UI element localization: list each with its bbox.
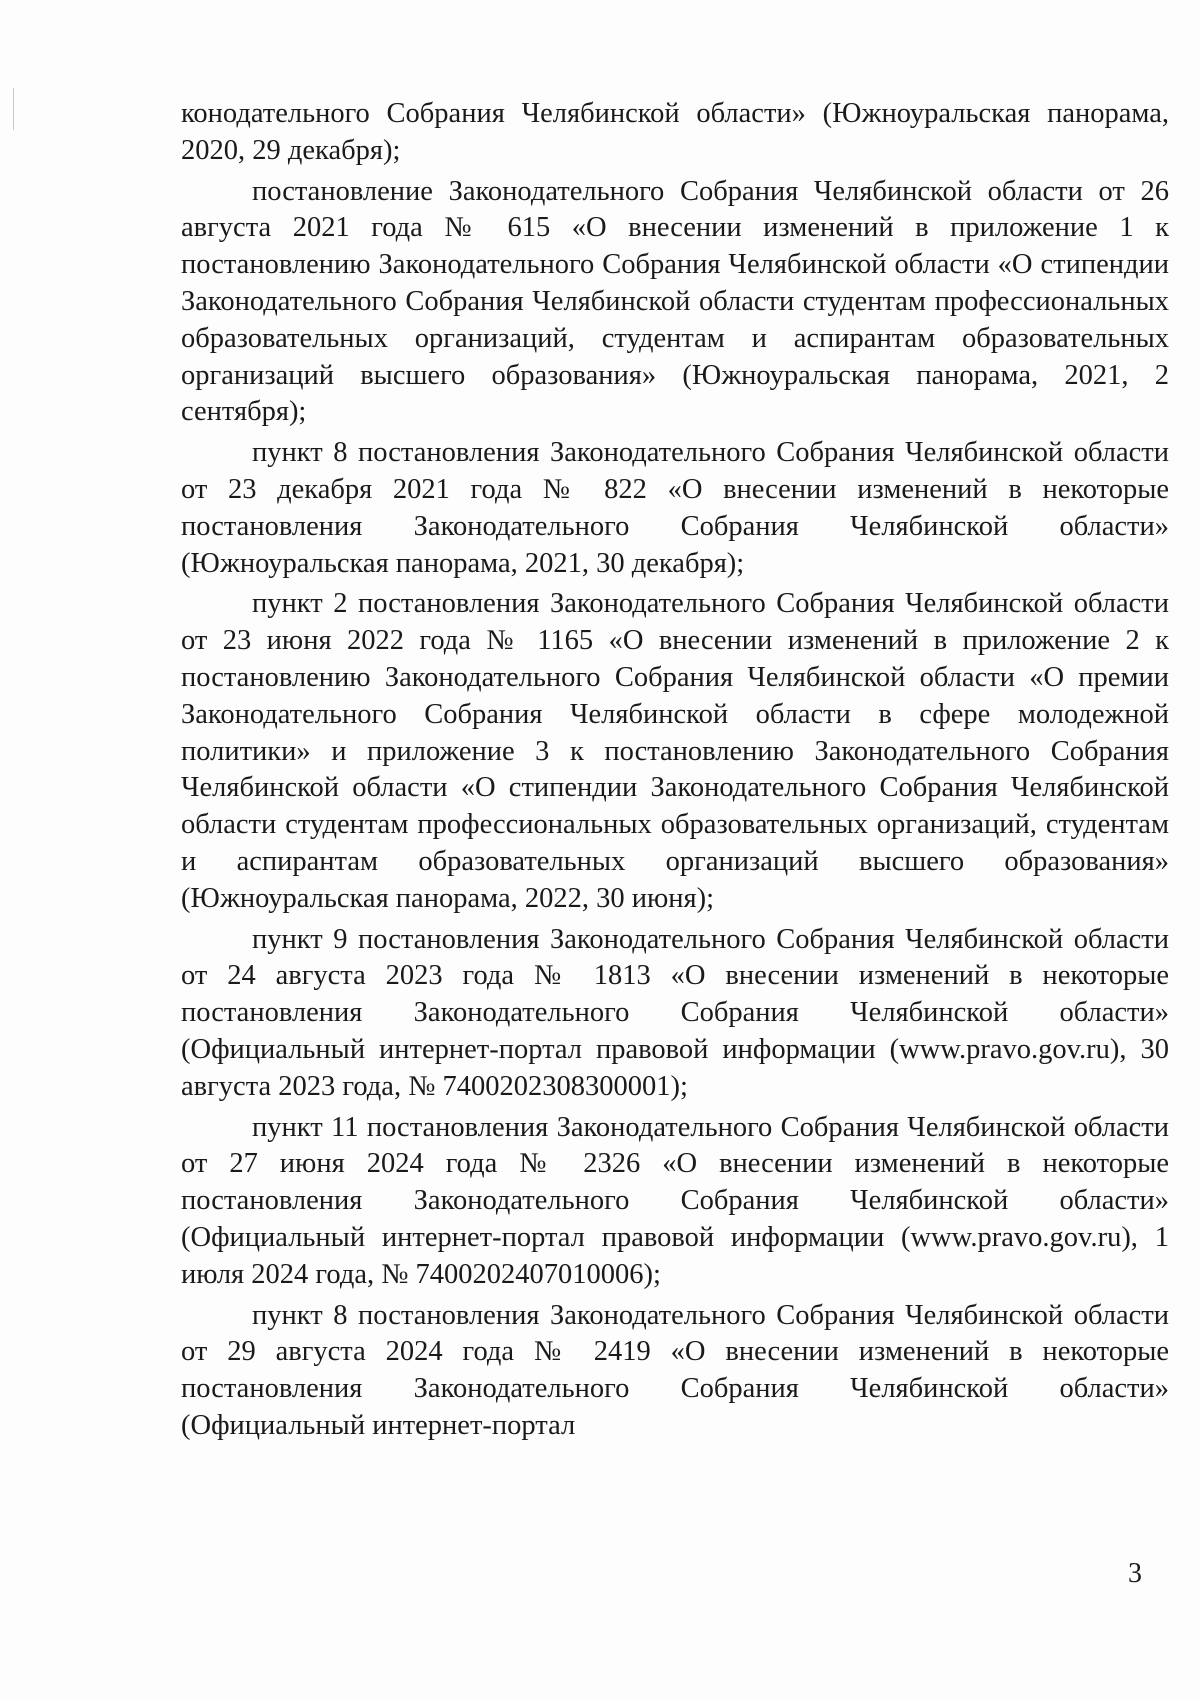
paragraph-resolution-2419: пункт 8 постановления Законодательного Собрания Челябинской области от 29 августа 2024 года № 2419 «О внесении изменений в некоторые постановления Законодательного Собрания Челябинской области» (Официальный интернет-портал [181, 1299, 1169, 1441]
document-body [181, 96, 1169, 1445]
paragraph-resolution-2326: пункт 11 постановления Законодательного Собрания Челябинской области от 27 июня 2024 года № 2326 «О внесении изменений в некоторые постановления Законодательного Собрания Челябинской области» (Официальный интернет-портал правовой информации (www.pravo.gov.ru), 1 июля 2024 года, № 7400202407010006); [181, 1111, 1169, 1290]
paragraph-resolution-822: пункт 8 постановления Законодательного Собрания Челябинской области от 23 декабря 2021 года № 822 «О внесении изменений в некоторые постановления Законодательного Собрания Челябинской области» (Южноуральская панорама, 2021, 30 декабря); [181, 437, 1169, 579]
page-number: 3 [1128, 1558, 1142, 1589]
paragraph-continuation: конодательного Собрания Челябинской области» (Южноуральская панорама, 2020, 29 декабря); [181, 98, 1169, 166]
scan-edge-mark [13, 88, 14, 130]
paragraph-resolution-1165: пункт 2 постановления Законодательного Собрания Челябинской области от 23 июня 2022 года № 1165 «О внесении изменений в приложение 2 к постановлению Законодательного Собрания Челябинской области «О премии Законодательного Собрания Челябинской области в сфере молодежной политики» и приложение 3 к постановлению Законодательного Собрания Челябинской области «О стипендии Законодательного Собрания Челябинской области студентам профессиональных образовательных организаций, студентам и аспирантам образовательных организаций высшего образования» (Южноуральская панорама, 2022, 30 июня); [181, 588, 1169, 914]
paragraph-resolution-1813: пункт 9 постановления Законодательного Собрания Челябинской области от 24 августа 2023 года № 1813 «О внесении изменений в некоторые постановления Законодательного Собрания Челябинской области» (Официальный интернет-портал правовой информации (www.pravo.gov.ru), 30 августа 2023 года, № 7400202308300001); [181, 923, 1169, 1102]
paragraph-resolution-615: постановление Законодательного Собрания Челябинской области от 26 августа 2021 года № 615 «О внесении изменений в приложение 1 к постановлению Законодательного Собрания Челябинской области «О стипендии Законодательного Собрания Челябинской области студентам профессиональных образовательных организаций, студентам и аспирантам образовательных организаций высшего образования» (Южноуральская панорама, 2021, 2 сентября); [181, 175, 1169, 428]
